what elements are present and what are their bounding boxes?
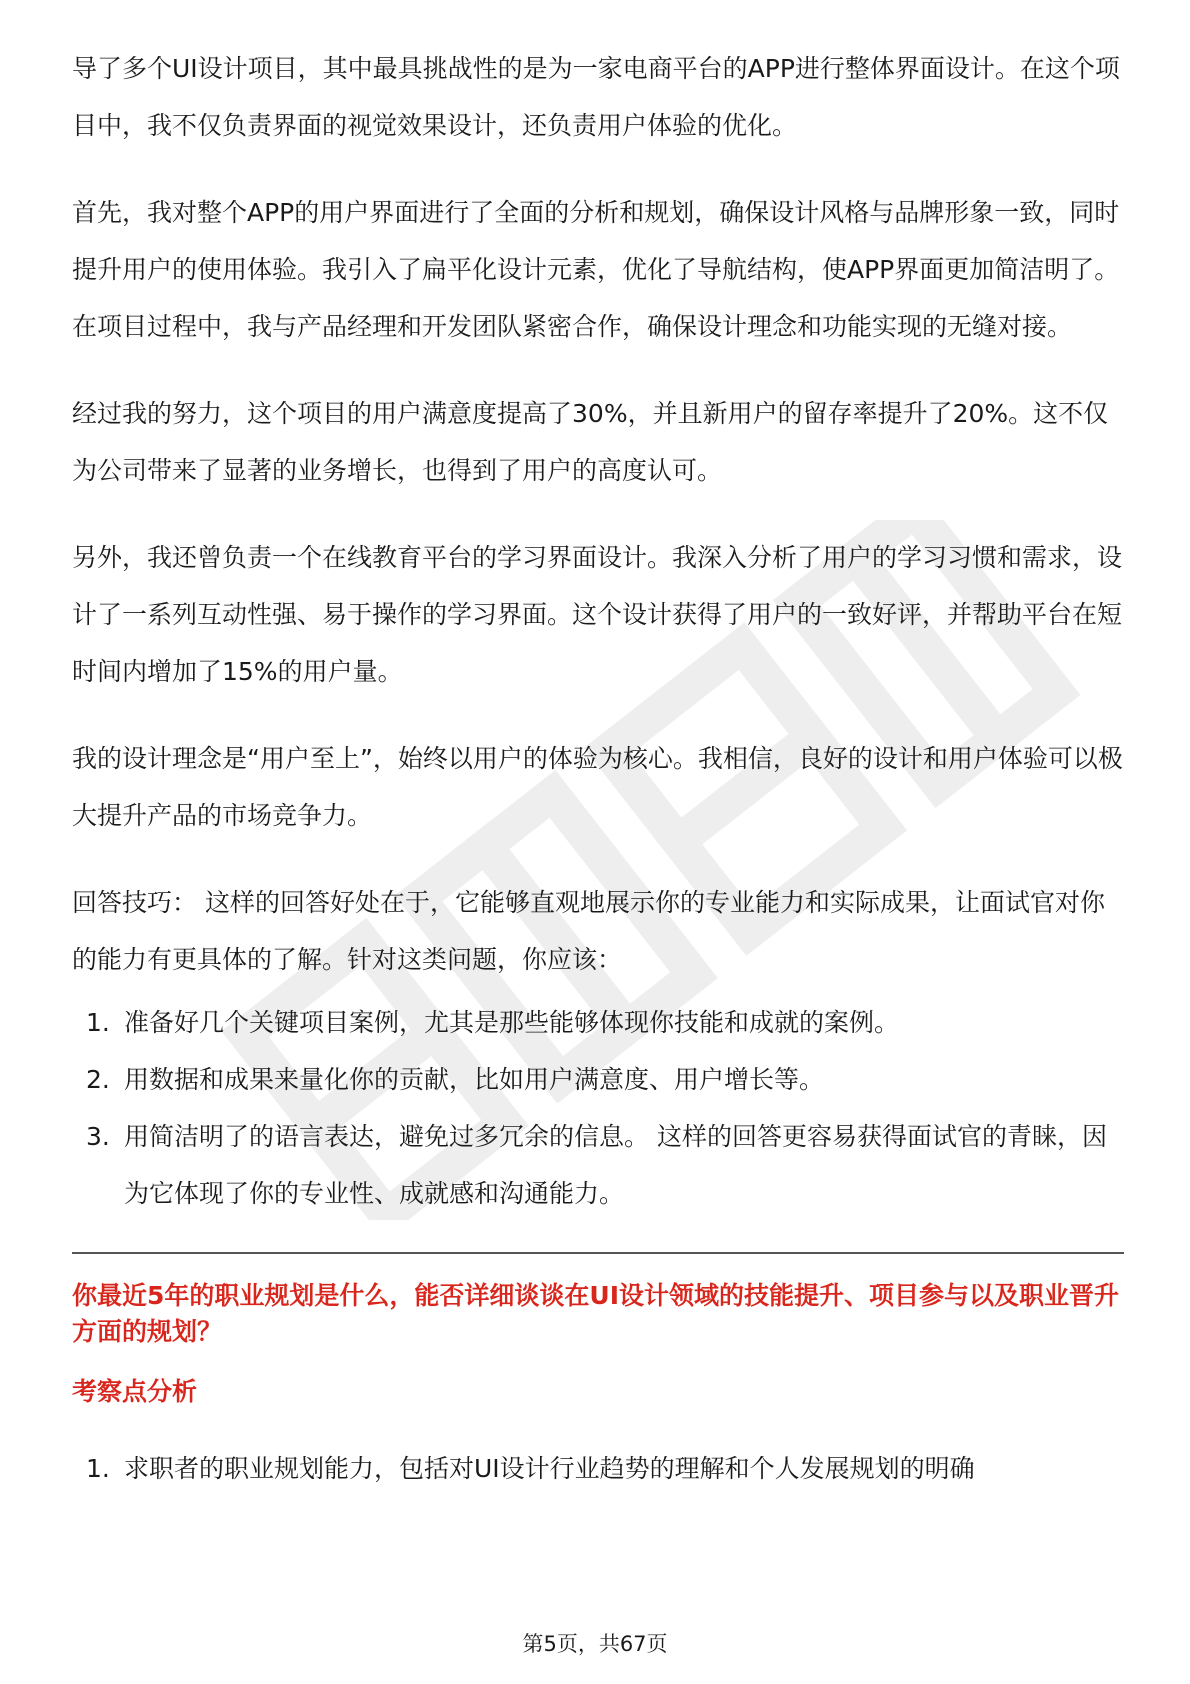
interview-question: 你最近5年的职业规划是什么，能否详细谈谈在UI设计领域的技能提升、项目参与以及职业晋升方面的规划？ — [72, 1281, 1120, 1346]
list-item — [72, 1108, 1124, 1222]
list-item — [72, 1051, 1124, 1108]
body-paragraph: 另外，我还曾负责一个在线教育平台的学习界面设计。我深入分析了用户的学习习惯和需求，设计了一系列互动性强、易于操作的学习界面。这个设计获得了用户的一致好评，并帮助平台在短时间内增加了15%的用户量。 — [72, 543, 1123, 686]
analysis-list — [72, 1440, 1124, 1497]
answer-tips-intro: 回答技巧： 这样的回答好处在于，它能够直观地展示你的专业能力和实际成果，让面试官对你的能力有更具体的了解。针对这类问题，你应该： — [72, 888, 1105, 974]
section-title: 考察点分析 — [72, 1377, 198, 1406]
body-paragraph: 我的设计理念是“用户至上”，始终以用户的体验为核心。我相信，良好的设计和用户体验可以极大提升产品的市场竞争力。 — [72, 744, 1123, 830]
tips-list — [72, 994, 1124, 1222]
list-item-text: 准备好几个关键项目案例，尤其是那些能够体现你技能和成就的案例。 — [124, 1008, 900, 1037]
list-number: 3. — [86, 1122, 110, 1151]
page-number: 第5页，共67页 — [522, 1632, 668, 1656]
list-number: 1. — [86, 1008, 110, 1037]
list-number: 2. — [86, 1065, 110, 1094]
list-item — [72, 1440, 1124, 1497]
list-item-text: 用数据和成果来量化你的贡献，比如用户满意度、用户增长等。 — [124, 1065, 825, 1094]
list-number: 1. — [86, 1454, 110, 1483]
body-paragraph: 导了多个UI设计项目，其中最具挑战性的是为一家电商平台的APP进行整体界面设计。在这个项目中，我不仅负责界面的视觉效果设计，还负责用户体验的优化。 — [72, 54, 1120, 140]
page-content — [72, 40, 1124, 1497]
list-item — [72, 994, 1124, 1051]
list-item-text: 用简洁明了的语言表达，避免过多冗余的信息。 这样的回答更容易获得面试官的青睐，因为它体现了你的专业性、成就感和沟通能力。 — [124, 1122, 1107, 1208]
list-item-text: 求职者的职业规划能力，包括对UI设计行业趋势的理解和个人发展规划的明确 — [124, 1454, 975, 1483]
body-paragraph: 首先，我对整个APP的用户界面进行了全面的分析和规划，确保设计风格与品牌形象一致，同时提升用户的使用体验。我引入了扁平化设计元素，优化了导航结构，使APP界面更加简洁明了。在项目过程中，我与产品经理和开发团队紧密合作，确保设计理念和功能实现的无缝对接。 — [72, 198, 1120, 341]
body-paragraph: 经过我的努力，这个项目的用户满意度提高了30%，并且新用户的留存率提升了20%。这不仅为公司带来了显著的业务增长，也得到了用户的高度认可。 — [72, 399, 1109, 485]
section-divider — [72, 1252, 1124, 1254]
